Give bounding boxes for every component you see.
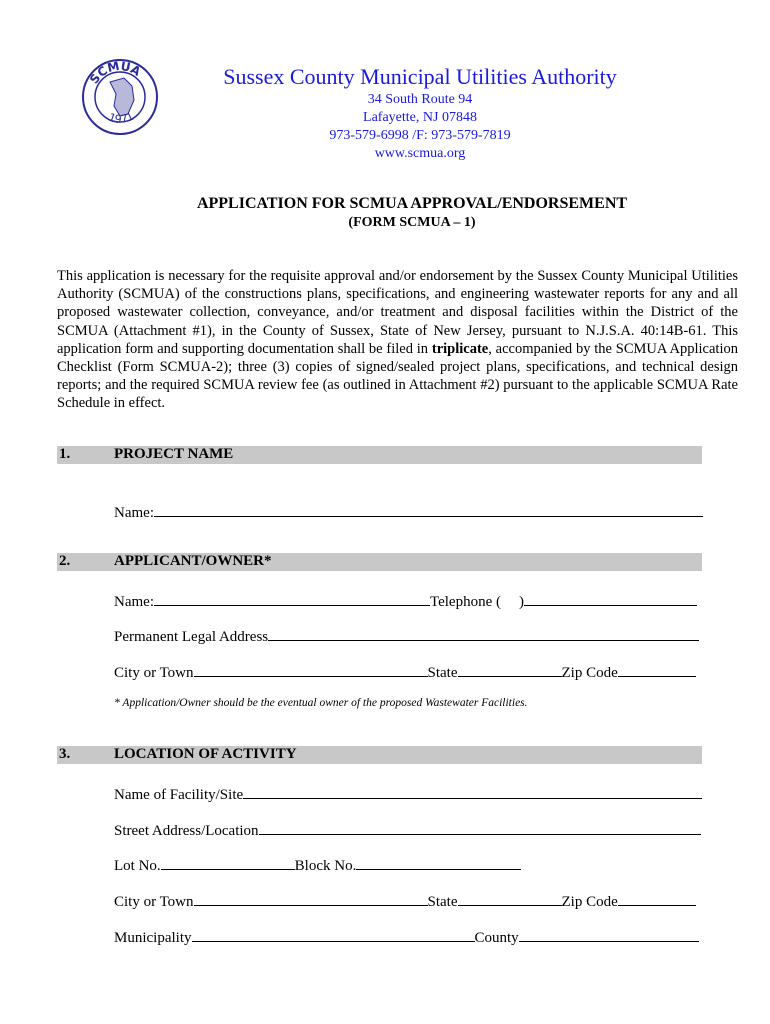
- form-title: APPLICATION FOR SCMUA APPROVAL/ENDORSEMENT: [196, 195, 628, 212]
- section-location-of-activity: [57, 746, 702, 764]
- section-number: 1.: [59, 446, 71, 462]
- intro-paragraph: [57, 267, 738, 413]
- lot-field[interactable]: [161, 855, 295, 870]
- telephone-area-code-field[interactable]: [501, 592, 519, 606]
- section-title: PROJECT NAME: [114, 446, 234, 462]
- state-field[interactable]: [458, 662, 562, 677]
- street-field[interactable]: [259, 820, 701, 835]
- municipality-field[interactable]: [192, 927, 475, 942]
- section-title: APPLICANT/OWNER*: [114, 553, 272, 569]
- facility-row: [114, 784, 702, 804]
- facility-label: Name of Facility/Site: [114, 787, 244, 803]
- city-field[interactable]: [194, 662, 428, 677]
- facility-field[interactable]: [243, 784, 702, 799]
- zip-field[interactable]: [618, 891, 696, 906]
- project-name-label: Name:: [114, 505, 154, 521]
- applicant-city-row: [114, 662, 696, 682]
- state-label: State: [427, 894, 458, 910]
- applicant-address-row: [114, 626, 699, 646]
- applicant-note: * Application/Owner should be the eventual owner of the proposed Wastewater Facilities.: [114, 697, 528, 709]
- logo-text: SCMUA: [86, 58, 144, 87]
- intro-part-2: , accompanied by the SCMUA Application Checklist (Form SCMUA-2); three (3) copies of signed/sealed project plans, specifications, and technical design reports; and the required SCMUA review fee (as outlined in Attachment #2) pursuant to the applicable SCMUA Rate Schedule in effect.: [57, 340, 738, 412]
- project-name-row: [114, 502, 703, 522]
- location-city-row: [114, 891, 696, 911]
- form-subtitle: (FORM SCMUA – 1): [348, 215, 476, 230]
- state-field[interactable]: [458, 891, 562, 906]
- municipality-label: Municipality: [114, 930, 192, 946]
- telephone-field[interactable]: [524, 591, 697, 606]
- section-applicant-owner: [57, 553, 702, 571]
- scmua-logo: [80, 56, 160, 138]
- org-name: Sussex County Municipal Utilities Authority: [223, 64, 617, 89]
- address-line-2: Lafayette, NJ 07848: [363, 110, 477, 125]
- applicant-name-label: Name:: [114, 594, 154, 610]
- zip-field[interactable]: [618, 662, 696, 677]
- street-label: Street Address/Location: [114, 823, 259, 839]
- zip-label: Zip Code: [561, 894, 618, 910]
- section-number: 3.: [59, 746, 71, 762]
- applicant-name-row: [114, 591, 697, 611]
- county-label: County: [474, 930, 519, 946]
- address-field[interactable]: [268, 626, 699, 641]
- intro-part-1: This application is necessary for the requisite approval and/or endorsement by the Sussex County Municipal Utilities Authority (SCMUA) of the constructions plans, specifications, and engineering wastewater reports for any and all proposed wastewater collection, conveyance, and/or treatment and disposal facilities within the District of the SCMUA (Attachment #1), in the County of Sussex, State of New Jersey, pursuant to N.J.S.A. 40:14B-61. This application form and supporting documentation shall be filed in: [57, 268, 738, 357]
- address-line-1: 34 South Route 94: [367, 92, 473, 107]
- address-label: Permanent Legal Address: [114, 629, 269, 645]
- state-label: State: [427, 665, 458, 681]
- section-project-name: [57, 446, 702, 464]
- county-field[interactable]: [519, 927, 699, 942]
- zip-label: Zip Code: [561, 665, 618, 681]
- lot-block-row: [114, 855, 521, 875]
- section-title: LOCATION OF ACTIVITY: [114, 746, 297, 762]
- website: www.scmua.org: [374, 146, 466, 161]
- scmua-seal-icon: [80, 56, 160, 138]
- intro-bold: triplicate: [431, 340, 489, 357]
- telephone-label: Telephone (: [429, 594, 501, 610]
- block-field[interactable]: [356, 855, 521, 870]
- city-label: City or Town: [114, 665, 194, 681]
- project-name-field[interactable]: [154, 502, 703, 517]
- section-number: 2.: [59, 553, 71, 569]
- block-label: Block No.: [294, 858, 357, 874]
- logo-year: 1971: [106, 109, 137, 127]
- telephone-close: ): [519, 594, 524, 610]
- municipality-row: [114, 927, 699, 947]
- lot-label: Lot No.: [114, 858, 161, 874]
- applicant-name-field[interactable]: [154, 591, 430, 606]
- city-field[interactable]: [194, 891, 428, 906]
- city-label: City or Town: [114, 894, 194, 910]
- phone-fax: 973-579-6998 /F: 973-579-7819: [329, 128, 511, 143]
- street-row: [114, 820, 701, 840]
